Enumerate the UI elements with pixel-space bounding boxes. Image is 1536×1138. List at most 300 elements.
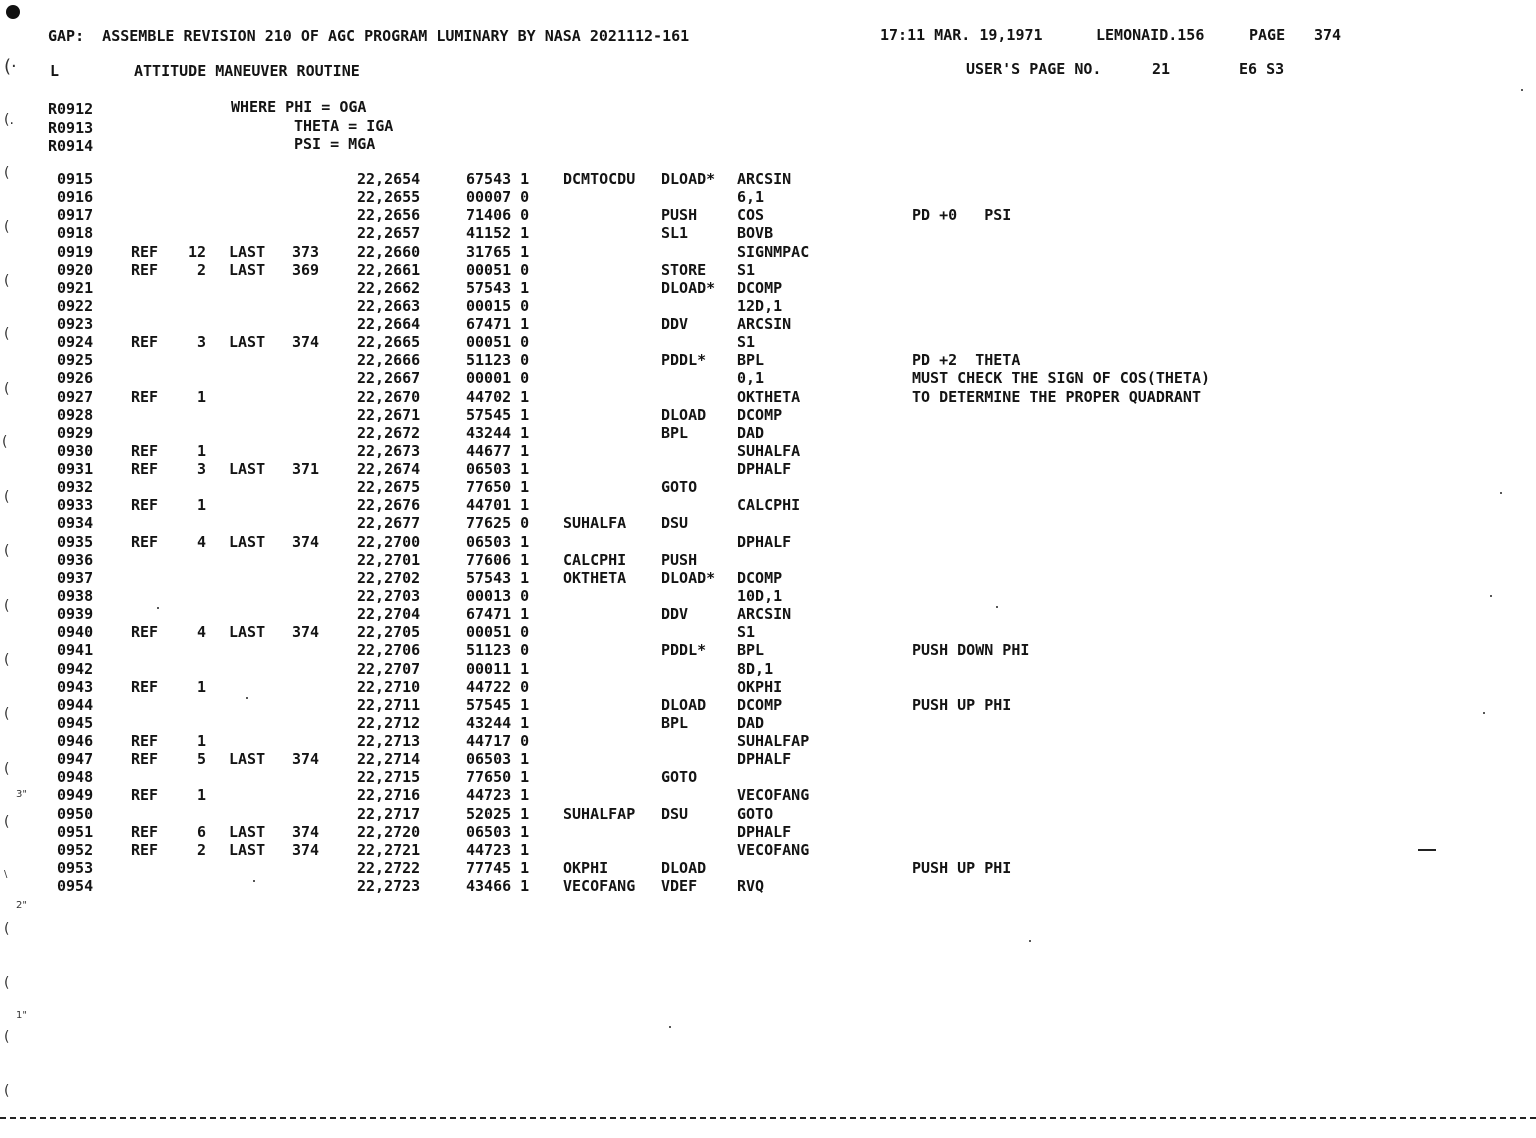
- page-label: PAGE: [1249, 26, 1286, 44]
- listing-lastn: 371: [292, 460, 320, 478]
- listing-line: 0924: [57, 333, 94, 351]
- listing-row: [0, 750, 1536, 768]
- listing-word: 67471 1: [466, 315, 530, 333]
- margin-mark: (: [4, 814, 10, 830]
- listing-addr: 22,2660: [357, 243, 421, 261]
- log-code: L: [50, 62, 60, 80]
- listing-addr: 22,2720: [357, 823, 421, 841]
- listing-label: CALCPHI: [563, 551, 627, 569]
- listing-row: [0, 768, 1536, 786]
- listing-operand: DAD: [737, 714, 765, 732]
- listing-operand: ARCSIN: [737, 170, 792, 188]
- listing-lastn: 374: [292, 533, 320, 551]
- listing-line: 0943: [57, 678, 94, 696]
- listing-last: LAST: [229, 623, 266, 641]
- users-page-label: USER'S PAGE NO.: [966, 60, 1102, 78]
- listing-line: 0942: [57, 660, 94, 678]
- listing-operand: ARCSIN: [737, 315, 792, 333]
- margin-mark: (: [4, 761, 10, 777]
- listing-operand: S1: [737, 333, 756, 351]
- listing-row: [0, 424, 1536, 442]
- listing-word: 00007 0: [466, 188, 530, 206]
- listing-addr: 22,2700: [357, 533, 421, 551]
- listing-label: OKTHETA: [563, 569, 627, 587]
- listing-addr: 22,2704: [357, 605, 421, 623]
- listing-op: DDV: [661, 605, 689, 623]
- listing-word: 31765 1: [466, 243, 530, 261]
- listing-last: LAST: [229, 261, 266, 279]
- listing-addr: 22,2701: [357, 551, 421, 569]
- listing-addr: 22,2714: [357, 750, 421, 768]
- listing-word: 43244 1: [466, 714, 530, 732]
- listing-lastn: 374: [292, 623, 320, 641]
- listing-addr: 22,2721: [357, 841, 421, 859]
- listing-addr: 22,2672: [357, 424, 421, 442]
- listing-ref: REF: [131, 623, 159, 641]
- listing-word: 41152 1: [466, 224, 530, 242]
- listing-row: [0, 406, 1536, 424]
- listing-line: 0944: [57, 696, 94, 714]
- listing-row: [0, 877, 1536, 895]
- margin-mark: (: [4, 921, 10, 937]
- listing-lastn: 373: [292, 243, 320, 261]
- margin-mark: (: [2, 434, 8, 450]
- margin-mark: (: [4, 543, 10, 559]
- listing-word: 77625 0: [466, 514, 530, 532]
- listing-row: [0, 243, 1536, 261]
- listing-comment: PD +0 PSI: [912, 206, 1012, 224]
- listing-row: [0, 478, 1536, 496]
- margin-mark: (.: [4, 112, 14, 128]
- listing-word: 57543 1: [466, 569, 530, 587]
- listing-addr: 22,2710: [357, 678, 421, 696]
- margin-mark: 1": [16, 1010, 27, 1021]
- listing-operand: DCOMP: [737, 569, 783, 587]
- listing-operand: DAD: [737, 424, 765, 442]
- listing-operand: 10D,1: [737, 587, 783, 605]
- listing-row: [0, 333, 1536, 351]
- listing-line: 0919: [57, 243, 94, 261]
- listing-line: 0925: [57, 351, 94, 369]
- listing-operand: VECOFANG: [737, 841, 810, 859]
- listing-word: 77650 1: [466, 478, 530, 496]
- listing-word: 00013 0: [466, 587, 530, 605]
- scan-speck: [669, 1026, 671, 1028]
- remark-text: PSI = MGA: [294, 135, 376, 153]
- listing-word: 06503 1: [466, 460, 530, 478]
- listing-line: 0947: [57, 750, 94, 768]
- listing-operand: GOTO: [737, 805, 774, 823]
- scan-speck: [1029, 940, 1031, 942]
- listing-row: [0, 297, 1536, 315]
- remark-line-number: R0914: [48, 137, 94, 155]
- scan-speck: [246, 697, 248, 699]
- listing-word: 00011 1: [466, 660, 530, 678]
- listing-word: 44677 1: [466, 442, 530, 460]
- listing-word: 44723 1: [466, 786, 530, 804]
- listing-line: 0948: [57, 768, 94, 786]
- listing-refn: 3: [196, 460, 206, 478]
- listing-line: 0927: [57, 388, 94, 406]
- listing-operand: COS: [737, 206, 765, 224]
- listing-op: DLOAD*: [661, 279, 716, 297]
- listing-refn: 1: [196, 678, 206, 696]
- listing-lastn: 369: [292, 261, 320, 279]
- listing-addr: 22,2655: [357, 188, 421, 206]
- listing-row: [0, 206, 1536, 224]
- margin-mark: (: [4, 706, 10, 722]
- margin-mark: (: [4, 489, 10, 505]
- listing-addr: 22,2676: [357, 496, 421, 514]
- listing-word: 00001 0: [466, 369, 530, 387]
- listing-line: 0946: [57, 732, 94, 750]
- listing-op: BPL: [661, 424, 689, 442]
- listing-addr: 22,2677: [357, 514, 421, 532]
- listing-row: [0, 369, 1536, 387]
- listing-row: [0, 641, 1536, 659]
- listing-word: 43244 1: [466, 424, 530, 442]
- listing-ref: REF: [131, 460, 159, 478]
- margin-dash: [1418, 849, 1436, 851]
- listing-row: [0, 388, 1536, 406]
- listing-addr: 22,2723: [357, 877, 421, 895]
- listing-addr: 22,2675: [357, 478, 421, 496]
- listing-line: 0936: [57, 551, 94, 569]
- listing-addr: 22,2661: [357, 261, 421, 279]
- scan-speck: [1490, 595, 1492, 597]
- scan-speck: [1521, 89, 1523, 91]
- listing-line: 0923: [57, 315, 94, 333]
- listing-operand: RVQ: [737, 877, 765, 895]
- listing-addr: 22,2713: [357, 732, 421, 750]
- listing-operand: DPHALF: [737, 750, 792, 768]
- listing-word: 67471 1: [466, 605, 530, 623]
- listing-addr: 22,2712: [357, 714, 421, 732]
- remark-line-number: R0913: [48, 119, 94, 137]
- listing-addr: 22,2667: [357, 369, 421, 387]
- listing-operand: SIGNMPAC: [737, 243, 810, 261]
- listing-op: DLOAD*: [661, 569, 716, 587]
- listing-word: 00015 0: [466, 297, 530, 315]
- listing-word: 67543 1: [466, 170, 530, 188]
- listing-label: OKPHI: [563, 859, 609, 877]
- listing-word: 52025 1: [466, 805, 530, 823]
- listing-ref: REF: [131, 388, 159, 406]
- margin-mark: \: [4, 869, 8, 880]
- listing-label: VECOFANG: [563, 877, 636, 895]
- listing-operand: BPL: [737, 641, 765, 659]
- listing-refn: 4: [196, 623, 206, 641]
- listing-addr: 22,2666: [357, 351, 421, 369]
- listing-line: 0932: [57, 478, 94, 496]
- listing-op: DSU: [661, 514, 689, 532]
- listing-op: PUSH: [661, 206, 698, 224]
- listing-line: 0931: [57, 460, 94, 478]
- scan-speck: [996, 606, 998, 608]
- listing-refn: 2: [196, 841, 206, 859]
- scan-speck: [157, 607, 159, 609]
- section-code: E6 S3: [1239, 60, 1285, 78]
- listing-label: SUHALFA: [563, 514, 627, 532]
- listing-line: 0940: [57, 623, 94, 641]
- listing-word: 51123 0: [466, 641, 530, 659]
- listing-operand: DCOMP: [737, 696, 783, 714]
- page-number: 374: [1314, 26, 1342, 44]
- margin-mark: (·: [4, 56, 17, 77]
- margin-mark: (: [4, 652, 10, 668]
- margin-mark: (: [4, 381, 10, 397]
- listing-word: 77606 1: [466, 551, 530, 569]
- listing-row: [0, 551, 1536, 569]
- listing-operand: 0,1: [737, 369, 765, 387]
- remark-text: WHERE PHI = OGA: [231, 98, 367, 116]
- listing-operand: 8D,1: [737, 660, 774, 678]
- listing-last: LAST: [229, 841, 266, 859]
- listing-line: 0929: [57, 424, 94, 442]
- listing-row: [0, 315, 1536, 333]
- listing-op: DDV: [661, 315, 689, 333]
- listing-comment: PUSH UP PHI: [912, 696, 1012, 714]
- listing-line: 0933: [57, 496, 94, 514]
- listing-operand: S1: [737, 623, 756, 641]
- listing-line: 0930: [57, 442, 94, 460]
- listing-word: 44702 1: [466, 388, 530, 406]
- listing-operand: 6,1: [737, 188, 765, 206]
- listing-operand: BPL: [737, 351, 765, 369]
- listing-addr: 22,2711: [357, 696, 421, 714]
- listing-refn: 12: [187, 243, 206, 261]
- listing-addr: 22,2673: [357, 442, 421, 460]
- listing-line: 0949: [57, 786, 94, 804]
- listing-op: PDDL*: [661, 351, 707, 369]
- listing-last: LAST: [229, 243, 266, 261]
- listing-addr: 22,2706: [357, 641, 421, 659]
- listing-row: [0, 678, 1536, 696]
- listing-comment: MUST CHECK THE SIGN OF COS(THETA): [912, 369, 1211, 387]
- listing-word: 44722 0: [466, 678, 530, 696]
- listing-refn: 1: [196, 496, 206, 514]
- listing-addr: 22,2663: [357, 297, 421, 315]
- listing-row: [0, 660, 1536, 678]
- listing-ref: REF: [131, 243, 159, 261]
- listing-row: [0, 224, 1536, 242]
- listing-id: LEMONAID.156: [1096, 26, 1205, 44]
- listing-word: 44701 1: [466, 496, 530, 514]
- listing-op: DLOAD: [661, 406, 707, 424]
- listing-addr: 22,2665: [357, 333, 421, 351]
- listing-line: 0920: [57, 261, 94, 279]
- listing-word: 57543 1: [466, 279, 530, 297]
- listing-last: LAST: [229, 333, 266, 351]
- listing-ref: REF: [131, 750, 159, 768]
- listing-op: PUSH: [661, 551, 698, 569]
- listing-addr: 22,2671: [357, 406, 421, 424]
- listing-row: [0, 732, 1536, 750]
- listing-ref: REF: [131, 496, 159, 514]
- listing-word: 77745 1: [466, 859, 530, 877]
- listing-op: DLOAD: [661, 696, 707, 714]
- listing-word: 43466 1: [466, 877, 530, 895]
- listing-addr: 22,2656: [357, 206, 421, 224]
- listing-word: 57545 1: [466, 696, 530, 714]
- listing-refn: 5: [196, 750, 206, 768]
- listing-operand: SUHALFA: [737, 442, 801, 460]
- listing-op: STORE: [661, 261, 707, 279]
- listing-ref: REF: [131, 678, 159, 696]
- listing-last: LAST: [229, 460, 266, 478]
- listing-last: LAST: [229, 533, 266, 551]
- listing-refn: 1: [196, 786, 206, 804]
- listing-operand: S1: [737, 261, 756, 279]
- listing-line: 0952: [57, 841, 94, 859]
- listing-refn: 1: [196, 388, 206, 406]
- listing-line: 0917: [57, 206, 94, 224]
- margin-mark: 3": [16, 789, 27, 800]
- listing-word: 06503 1: [466, 533, 530, 551]
- listing-label: SUHALFAP: [563, 805, 636, 823]
- listing-line: 0954: [57, 877, 94, 895]
- listing-addr: 22,2707: [357, 660, 421, 678]
- listing-row: [0, 714, 1536, 732]
- listing-row: [0, 188, 1536, 206]
- margin-mark: (: [4, 165, 10, 181]
- listing-line: 0950: [57, 805, 94, 823]
- listing-line: 0938: [57, 587, 94, 605]
- listing-addr: 22,2662: [357, 279, 421, 297]
- listing-line: 0918: [57, 224, 94, 242]
- listing-op: DSU: [661, 805, 689, 823]
- listing-op: VDEF: [661, 877, 698, 895]
- listing-refn: 4: [196, 533, 206, 551]
- listing-operand: CALCPHI: [737, 496, 801, 514]
- listing-line: 0941: [57, 641, 94, 659]
- listing-ref: REF: [131, 786, 159, 804]
- timestamp: 17:11 MAR. 19,1971: [880, 26, 1043, 44]
- listing-addr: 22,2670: [357, 388, 421, 406]
- listing-word: 06503 1: [466, 823, 530, 841]
- listing-word: 44723 1: [466, 841, 530, 859]
- listing-line: 0926: [57, 369, 94, 387]
- listing-line: 0928: [57, 406, 94, 424]
- listing-word: 00051 0: [466, 261, 530, 279]
- listing-ref: REF: [131, 442, 159, 460]
- listing-ref: REF: [131, 333, 159, 351]
- listing-addr: 22,2722: [357, 859, 421, 877]
- listing-addr: 22,2657: [357, 224, 421, 242]
- listing-lastn: 374: [292, 333, 320, 351]
- listing-row: [0, 623, 1536, 641]
- program-info: GAP: ASSEMBLE REVISION 210 OF AGC PROGRAM LUMINARY BY NASA 2021112-161: [48, 27, 690, 45]
- listing-addr: 22,2716: [357, 786, 421, 804]
- listing-addr: 22,2702: [357, 569, 421, 587]
- listing-row: [0, 533, 1536, 551]
- listing-row: [0, 351, 1536, 369]
- listing-line: 0939: [57, 605, 94, 623]
- scan-speck: [1483, 712, 1485, 714]
- listing-row: [0, 442, 1536, 460]
- listing-row: [0, 496, 1536, 514]
- listing-word: 77650 1: [466, 768, 530, 786]
- listing-line: 0951: [57, 823, 94, 841]
- margin-mark: (: [4, 1029, 10, 1045]
- listing-last: LAST: [229, 823, 266, 841]
- listing-ref: REF: [131, 732, 159, 750]
- listing-op: PDDL*: [661, 641, 707, 659]
- listing-row: [0, 261, 1536, 279]
- listing-addr: 22,2715: [357, 768, 421, 786]
- listing-row: [0, 696, 1536, 714]
- punch-hole: [6, 5, 20, 19]
- remark-line-number: R0912: [48, 100, 94, 118]
- listing-line: 0953: [57, 859, 94, 877]
- listing-refn: 1: [196, 442, 206, 460]
- listing-line: 0934: [57, 514, 94, 532]
- listing-ref: REF: [131, 261, 159, 279]
- listing-operand: 12D,1: [737, 297, 783, 315]
- listing-word: 00051 0: [466, 623, 530, 641]
- listing-addr: 22,2654: [357, 170, 421, 188]
- listing-operand: DPHALF: [737, 533, 792, 551]
- listing-refn: 1: [196, 732, 206, 750]
- listing-lastn: 374: [292, 750, 320, 768]
- listing-lastn: 374: [292, 823, 320, 841]
- margin-mark: (: [4, 219, 10, 235]
- routine-title: ATTITUDE MANEUVER ROUTINE: [134, 62, 360, 80]
- listing-comment: PD +2 THETA: [912, 351, 1021, 369]
- page-bottom-rule: [0, 1117, 1536, 1119]
- listing-addr: 22,2705: [357, 623, 421, 641]
- listing-comment: TO DETERMINE THE PROPER QUADRANT: [912, 388, 1201, 406]
- listing-row: [0, 279, 1536, 297]
- listing-operand: ARCSIN: [737, 605, 792, 623]
- listing-op: DLOAD: [661, 859, 707, 877]
- margin-mark: (: [4, 326, 10, 342]
- listing-addr: 22,2664: [357, 315, 421, 333]
- listing-comment: PUSH DOWN PHI: [912, 641, 1030, 659]
- listing-lastn: 374: [292, 841, 320, 859]
- listing-operand: BOVB: [737, 224, 774, 242]
- listing-refn: 3: [196, 333, 206, 351]
- remark-text: THETA = IGA: [294, 117, 394, 135]
- listing-label: DCMTOCDU: [563, 170, 636, 188]
- listing-line: 0916: [57, 188, 94, 206]
- listing-operand: DCOMP: [737, 406, 783, 424]
- listing-ref: REF: [131, 823, 159, 841]
- listing-row: [0, 786, 1536, 804]
- listing-addr: 22,2717: [357, 805, 421, 823]
- listing-operand: SUHALFAP: [737, 732, 810, 750]
- listing-op: GOTO: [661, 768, 698, 786]
- listing-row: [0, 587, 1536, 605]
- listing-row: [0, 460, 1536, 478]
- listing-operand: DCOMP: [737, 279, 783, 297]
- listing-operand: OKTHETA: [737, 388, 801, 406]
- margin-mark: (: [4, 1083, 10, 1099]
- listing-operand: VECOFANG: [737, 786, 810, 804]
- listing-word: 71406 0: [466, 206, 530, 224]
- listing-ref: REF: [131, 841, 159, 859]
- margin-mark: (: [4, 975, 10, 991]
- listing-row: [0, 569, 1536, 587]
- listing-line: 0935: [57, 533, 94, 551]
- listing-row: [0, 514, 1536, 532]
- listing-row: [0, 170, 1536, 188]
- listing-operand: OKPHI: [737, 678, 783, 696]
- listing-row: [0, 605, 1536, 623]
- margin-mark: (: [4, 273, 10, 289]
- margin-mark: 2": [16, 900, 27, 911]
- listing-op: GOTO: [661, 478, 698, 496]
